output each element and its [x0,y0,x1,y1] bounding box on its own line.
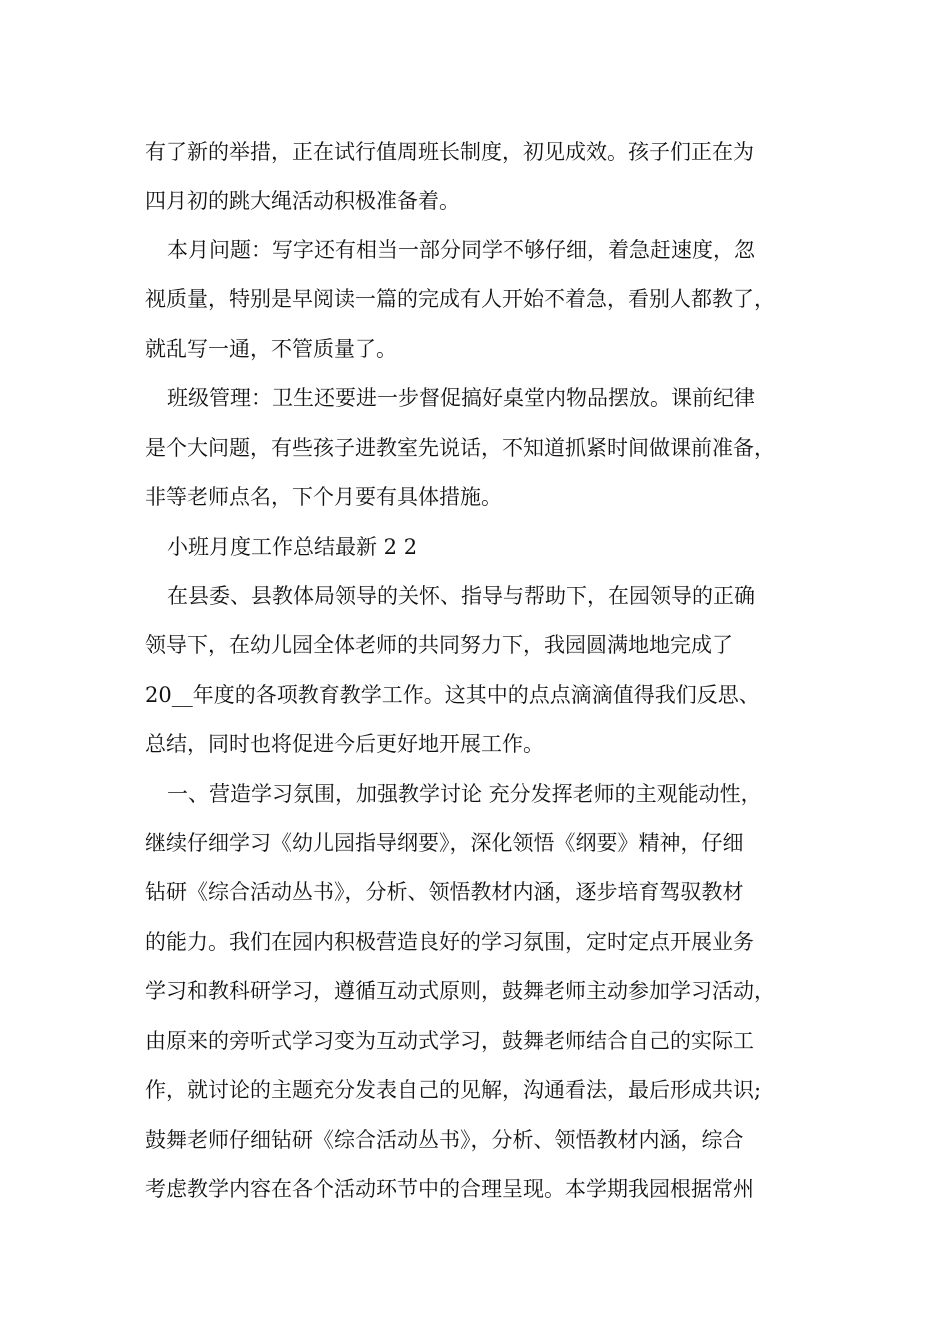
paragraph-line: 班级管理：卫生还要进一步督促搞好桌堂内物品摆放。课前纪律 [167,386,755,410]
paragraph-line: 由原来的旁听式学习变为互动式学习，鼓舞老师结合自己的实际工 [145,1029,754,1053]
paragraph-line: 四月初的跳大绳活动积极准备着。 [145,189,460,213]
section-heading: 小班月度工作总结最新 2 2 [167,535,418,559]
paragraph-line: 有了新的举措，正在试行值周班长制度，初见成效。孩子们正在为 [145,140,754,164]
paragraph-line: 继续仔细学习《幼儿园指导纲要》，深化领悟《纲要》精神，仔细 [145,831,744,855]
paragraph-line: 学习和教科研学习，遵循互动式原则，鼓舞老师主动参加学习活动， [145,979,775,1003]
paragraph-line: 作，就讨论的主题充分发表自己的见解，沟通看法，最后形成共识; [145,1078,762,1102]
paragraph-line: 一、营造学习氛围，加强教学讨论 充分发挥老师的主观能动性， [167,782,762,806]
paragraph-line: 鼓舞老师仔细钻研《综合活动丛书》，分析、领悟教材内涵，综合 [145,1128,744,1152]
paragraph-line: 视质量，特别是早阅读一篇的完成有人开始不着急，看别人都教了， [145,287,775,311]
paragraph-line: 就乱写一通，不管质量了。 [145,337,397,361]
paragraph-line: 20__年度的各项教育教学工作。这其中的点点滴滴值得我们反思、 [145,683,760,707]
paragraph-line: 在县委、县教体局领导的关怀、指导与帮助下，在园领导的正确 [167,584,755,608]
paragraph-line: 是个大问题，有些孩子进教室先说话，不知道抓紧时间做课前准备， [145,436,775,460]
paragraph-line: 的能力。我们在园内积极营造良好的学习氛围，定时定点开展业务 [145,930,754,954]
paragraph-line: 领导下，在幼儿园全体老师的共同努力下，我园圆满地地完成了 [145,633,733,657]
paragraph-line: 钻研《综合活动丛书》，分析、领悟教材内涵，逐步培育驾驭教材 [145,880,744,904]
paragraph-line: 考虑教学内容在各个活动环节中的合理呈现。本学期我园根据常州 [145,1177,754,1201]
paragraph-line: 总结，同时也将促进今后更好地开展工作。 [145,732,544,756]
paragraph-line: 本月问题：写字还有相当一部分同学不够仔细，着急赶速度，忽 [167,238,755,262]
paragraph-line: 非等老师点名，下个月要有具体措施。 [145,485,502,509]
